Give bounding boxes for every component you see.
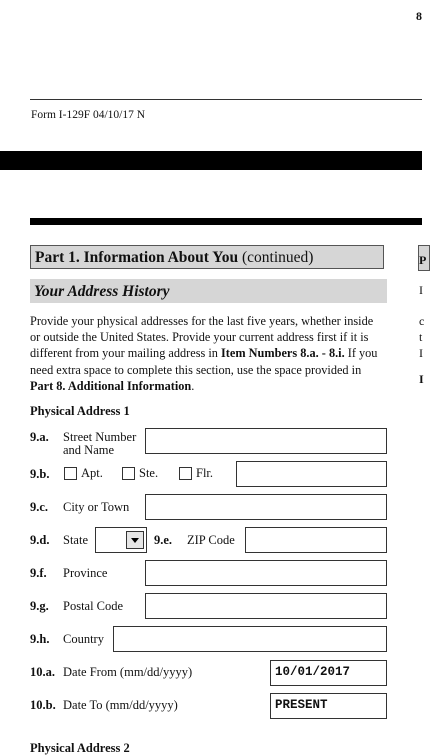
province-label: Province bbox=[63, 566, 108, 580]
header-divider bbox=[30, 99, 422, 100]
city-num: 9.c. bbox=[30, 500, 49, 514]
unit-input[interactable] bbox=[236, 461, 387, 487]
apt-checkbox[interactable] bbox=[64, 467, 77, 480]
city-input[interactable] bbox=[145, 494, 387, 520]
subsection-title: Your Address History bbox=[34, 283, 170, 300]
para-part8: Part 8. Additional Information bbox=[30, 378, 192, 393]
zip-num: 9.e. bbox=[154, 533, 173, 547]
para-text-2: If you need extra space to complete this section, use the space provided in bbox=[30, 346, 378, 377]
part-continued: (continued) bbox=[238, 249, 314, 266]
right-col-glyph-3: c bbox=[419, 314, 425, 328]
postal-input[interactable] bbox=[145, 593, 387, 619]
section-rule bbox=[30, 218, 422, 225]
province-num: 9.f. bbox=[30, 566, 47, 580]
zip-label: ZIP Code bbox=[187, 533, 235, 547]
corner-glyph: 8 bbox=[416, 9, 422, 23]
date-from-num: 10.a. bbox=[30, 665, 55, 679]
country-label: Country bbox=[63, 632, 104, 646]
right-col-glyph-5: I bbox=[419, 346, 423, 360]
right-col-glyph-1: P bbox=[419, 253, 427, 267]
date-from-label: Date From (mm/dd/yyyy) bbox=[63, 665, 193, 679]
right-col-glyph-6: I bbox=[419, 372, 424, 386]
apt-label: Apt. bbox=[81, 466, 103, 480]
state-label: State bbox=[63, 533, 88, 547]
date-to-input[interactable]: PRESENT bbox=[270, 693, 387, 719]
state-num: 9.d. bbox=[30, 533, 50, 547]
part-title bbox=[35, 249, 313, 267]
date-to-label: Date To (mm/dd/yyyy) bbox=[63, 698, 178, 712]
para-end: . bbox=[191, 378, 195, 393]
para-item-numbers: Item Numbers 8.a. - 8.i. bbox=[221, 346, 345, 361]
street-input[interactable] bbox=[145, 428, 387, 454]
address2-heading: Physical Address 2 bbox=[30, 741, 130, 755]
postal-num: 9.g. bbox=[30, 599, 49, 613]
postal-label: Postal Code bbox=[63, 599, 124, 613]
unit-num: 9.b. bbox=[30, 467, 50, 481]
date-to-num: 10.b. bbox=[30, 698, 56, 712]
street-label-2: and Name bbox=[63, 443, 115, 457]
instructions-paragraph bbox=[30, 313, 386, 394]
zip-input[interactable] bbox=[245, 527, 387, 553]
ste-checkbox[interactable] bbox=[122, 467, 135, 480]
street-num: 9.a. bbox=[30, 430, 49, 444]
right-col-glyph-4: t bbox=[419, 330, 423, 344]
chevron-down-icon[interactable] bbox=[126, 531, 144, 549]
black-banner bbox=[0, 151, 422, 170]
province-input[interactable] bbox=[145, 560, 387, 586]
address1-heading: Physical Address 1 bbox=[30, 404, 130, 418]
part-title-text: Part 1. Information About You bbox=[35, 249, 239, 266]
date-from-input[interactable]: 10/01/2017 bbox=[270, 660, 387, 686]
flr-label: Flr. bbox=[196, 466, 214, 480]
ste-label: Ste. bbox=[139, 466, 159, 480]
para-text-1: Provide your physical addresses for the last five years, whether inside or outside the United States. Provide your current address first if it is different from your mailing address in bbox=[30, 314, 374, 361]
country-num: 9.h. bbox=[30, 632, 50, 646]
form-id: Form I-129F 04/10/17 N bbox=[31, 109, 146, 121]
flr-checkbox[interactable] bbox=[179, 467, 192, 480]
country-input[interactable] bbox=[113, 626, 387, 652]
street-label-1: Street Number bbox=[63, 430, 137, 444]
city-label: City or Town bbox=[63, 500, 130, 514]
right-col-glyph-2: I bbox=[419, 283, 423, 297]
